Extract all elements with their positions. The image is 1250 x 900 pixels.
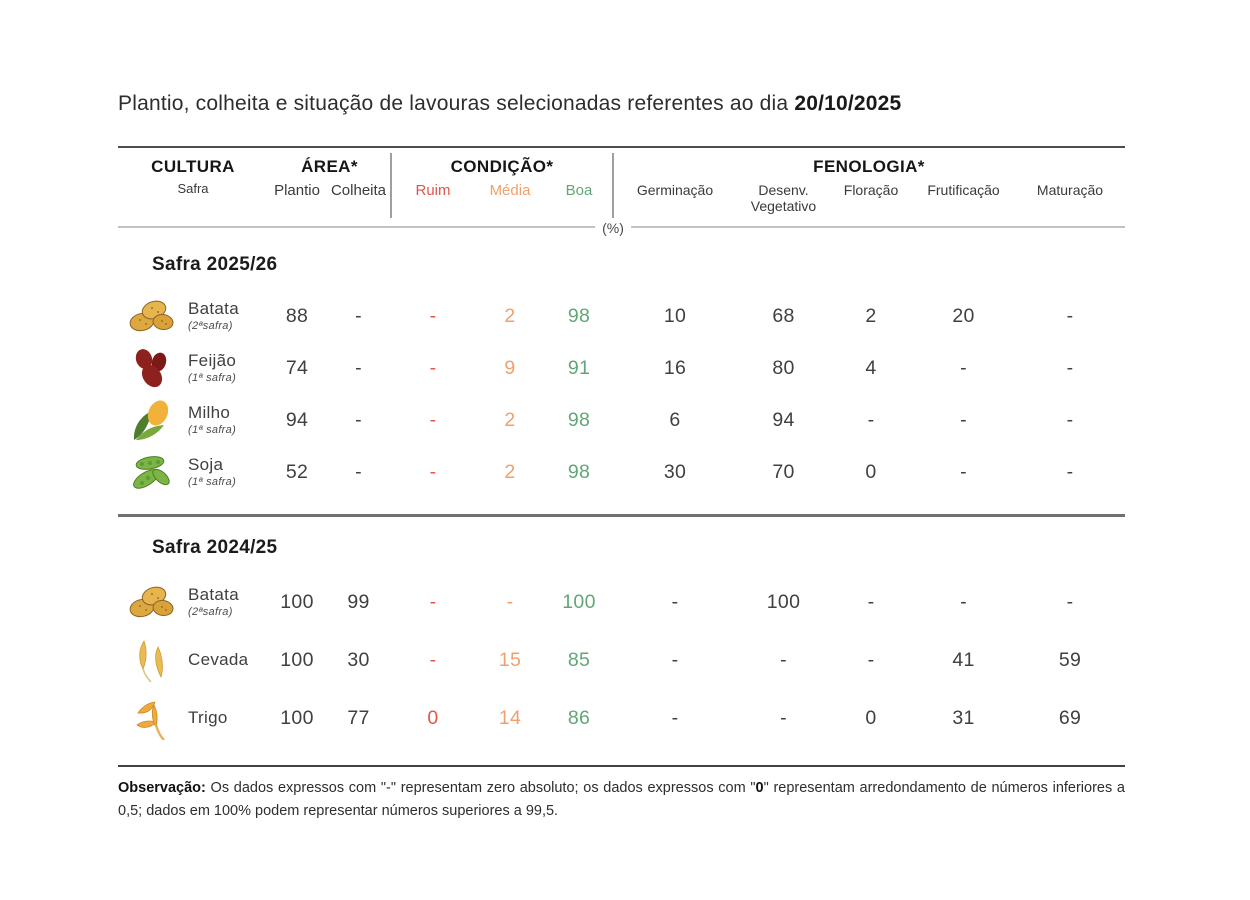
cell-condicao-ruim: - [429,304,437,327]
cell-colheita: - [355,408,362,431]
section-title: Safra 2024/25 [152,537,278,559]
cell-maturacao: - [1066,356,1074,379]
table-row [118,446,1125,498]
col-header-boa: Boa [565,182,593,199]
cell-frutificacao: 20 [952,304,975,327]
crops-table [118,146,1125,822]
cell-frutificacao: - [960,408,967,431]
cell-plantio: 100 [280,648,314,671]
col-group-fenologia: FENOLOGIA* [813,157,925,176]
table-section [118,537,1125,747]
crop-icon-cell [118,398,185,442]
cell-frutificacao: 31 [952,706,975,729]
crop-name-cell [185,352,268,384]
table-row [118,290,1125,342]
table-row [118,394,1125,446]
cell-germinacao: 10 [663,304,687,327]
cell-condicao-boa: 98 [567,460,591,483]
col-header-floracao: Floração [843,182,899,198]
crop-name: Trigo [188,707,228,727]
crop-subtitle: (1ª safra) [188,372,237,385]
cell-colheita: 30 [347,648,370,671]
cell-plantio: 94 [285,408,309,431]
crop-name-cell [185,709,268,728]
cell-condicao-boa: 86 [567,706,591,729]
barley-icon [127,638,177,682]
cell-desenv-vegetativo: - [780,706,787,729]
cell-desenv-vegetativo: 80 [772,356,795,379]
cell-maturacao: - [1066,304,1074,327]
cell-desenv-vegetativo: 68 [772,304,795,327]
cell-condicao-media: 2 [504,408,516,431]
cell-condicao-boa: 85 [567,648,591,671]
unit-label: (%) [595,220,631,236]
crop-name-cell [185,456,268,488]
cell-maturacao: - [1066,590,1074,613]
table-row [118,689,1125,747]
table-row [118,631,1125,689]
table-row [118,573,1125,631]
cell-condicao-ruim: - [429,356,437,379]
cell-frutificacao: - [960,460,967,483]
cell-desenv-vegetativo: 70 [772,460,795,483]
table-header [118,146,1125,237]
section-rows [118,290,1125,498]
cell-germinacao: 30 [663,460,687,483]
table-section [118,254,1125,517]
cell-maturacao: - [1066,460,1074,483]
cell-condicao-media: 15 [498,648,522,671]
cell-maturacao: 59 [1058,648,1082,671]
crop-name-cell [185,300,268,332]
cell-condicao-boa: 98 [567,408,591,431]
cell-condicao-boa: 98 [567,304,591,327]
col-header-desenv-vegetativo: Desenv. Vegetativo [750,182,817,215]
cell-germinacao: 6 [669,408,681,431]
cell-germinacao: 16 [663,356,687,379]
cell-plantio: 88 [285,304,309,327]
crop-subtitle: (2ªsafra) [188,320,233,333]
crop-name: Soja [188,455,224,475]
cell-condicao-ruim: - [429,460,437,483]
cell-condicao-ruim: - [429,408,437,431]
cell-frutificacao: - [960,590,967,613]
sub-header-row [118,177,1125,214]
col-group-condicao: CONDIÇÃO* [450,157,554,176]
cell-condicao-boa: 100 [562,590,596,613]
crop-subtitle: (1ª safra) [188,424,237,437]
cell-germinacao: - [671,648,679,671]
cell-frutificacao: 41 [952,648,975,671]
cell-colheita: - [355,304,362,327]
col-header-frutificacao: Frutificação [927,182,1000,198]
crop-name: Cevada [188,649,249,669]
cell-plantio: 52 [285,460,309,483]
cell-floracao: - [867,648,875,671]
cell-condicao-ruim: - [429,648,437,671]
observation-text: Os dados expressos com "-" representam zero absoluto; os dados expressos com " [205,780,756,797]
crop-name-cell [185,404,268,436]
col-header-plantio: Plantio [274,182,320,199]
section-rows [118,573,1125,747]
col-header-maturacao: Maturação [1036,182,1104,198]
col-header-ruim: Ruim [415,182,451,199]
crop-name: Batata [188,585,239,605]
cell-floracao: 0 [865,706,877,729]
cell-desenv-vegetativo: 100 [766,590,801,613]
group-header-row [118,155,1125,177]
cell-colheita: - [355,460,362,483]
table-body [118,254,1125,747]
col-group-area: ÁREA* [301,157,358,176]
potato-icon [127,580,177,624]
report-date: 20/10/2025 [794,92,902,115]
cell-floracao: 4 [865,356,877,379]
crop-icon-cell [118,696,185,740]
cell-condicao-media: 2 [504,460,516,483]
header-vertical-divider [390,153,392,218]
cell-colheita: 99 [347,590,370,613]
col-group-cultura: CULTURA [151,157,235,176]
cell-plantio: 100 [280,706,314,729]
cell-condicao-media: 14 [498,706,522,729]
col-header-germinacao: Germinação [636,182,714,198]
beans-icon [127,346,177,390]
section-divider [118,514,1125,517]
page-title [118,92,1250,116]
col-header-media: Média [489,182,531,199]
crop-name: Feijão [188,351,237,371]
col-header-colheita: Colheita [330,182,387,199]
cell-germinacao: - [671,590,679,613]
cell-desenv-vegetativo: 94 [772,408,795,431]
crop-icon-cell [118,580,185,624]
cell-colheita: 77 [347,706,370,729]
cell-condicao-boa: 91 [567,356,591,379]
observation-zero: 0 [755,780,764,797]
cell-floracao: 0 [865,460,877,483]
crop-name: Batata [188,299,239,319]
cell-condicao-media: 9 [504,356,516,379]
cell-condicao-ruim: - [429,590,437,613]
potato-icon [127,294,177,338]
crop-icon-cell [118,450,185,494]
crop-subtitle: (2ªsafra) [188,606,233,619]
col-header-safra: Safra [177,181,209,196]
cell-desenv-vegetativo: - [780,648,787,671]
observation-text: " representam arredondamento de números inferiores a 0,5; dados em 100% podem representar números superiores a 99,5. [118,780,1125,819]
cell-maturacao: - [1066,408,1074,431]
footer-divider [118,765,1125,767]
crop-icon-cell [118,638,185,682]
observation-label: Observação: [118,780,206,797]
crop-name-cell [185,586,268,618]
soybean-icon [127,450,177,494]
cell-germinacao: - [671,706,679,729]
cell-condicao-media: 2 [504,304,516,327]
crop-icon-cell [118,346,185,390]
cell-floracao: - [867,590,875,613]
cell-floracao: 2 [865,304,877,327]
corn-icon [127,398,177,442]
cell-plantio: 100 [280,590,314,613]
table-row [118,342,1125,394]
page-title-text: Plantio, colheita e situação de lavouras selecionadas referentes ao dia [118,92,795,115]
section-title: Safra 2025/26 [152,254,278,276]
crop-icon-cell [118,294,185,338]
cell-condicao-ruim: 0 [427,706,439,729]
crop-name: Milho [188,403,231,423]
cell-colheita: - [355,356,362,379]
cell-floracao: - [867,408,875,431]
crop-name-cell [185,651,268,670]
cell-condicao-media: - [506,590,514,613]
observation-note [118,777,1125,822]
cell-frutificacao: - [960,356,967,379]
cell-maturacao: 69 [1058,706,1082,729]
cell-plantio: 74 [285,356,309,379]
header-vertical-divider [612,153,614,218]
wheat-icon [127,696,177,740]
crop-subtitle: (1ª safra) [188,476,237,489]
